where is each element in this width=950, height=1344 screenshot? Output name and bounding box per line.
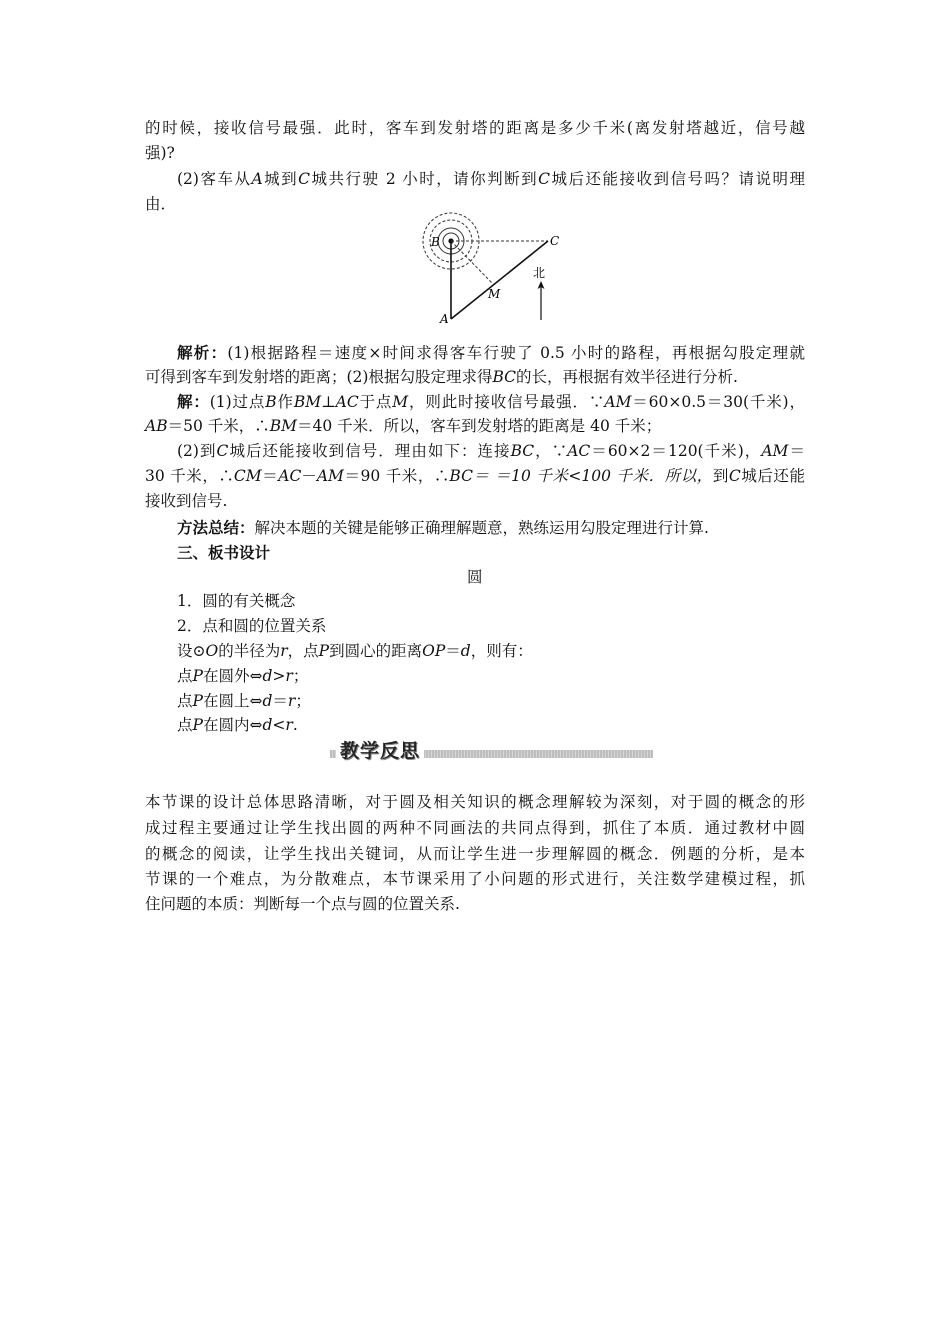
reflection-line-2: 成过程主要通过让学生找出圆的两种不同画法的共同点得到，抓住了本质．通过教材中圆 — [145, 819, 805, 837]
label-A: A — [440, 312, 449, 326]
solution-line-2: AB＝50 千米，∴BM＝40 千米．所以，客车到发射塔的距离是 40 千米； — [145, 417, 662, 435]
board-item-1: 1．圆的有关概念 — [177, 592, 296, 610]
board-outside: 点P在圆外⇔d>r； — [177, 667, 309, 685]
geometry-figure — [420, 205, 580, 330]
solution-line-5: 接收到信号. — [145, 492, 228, 510]
reflection-line-4: 节课的一个难点，为分散难点，本节课采用了小问题的形式进行，关注数学建模过程，抓 — [145, 870, 805, 888]
line-AC — [451, 241, 548, 319]
summary-label: 方法总结： — [177, 518, 255, 537]
reflection-title: 教学反思 — [336, 736, 424, 763]
board-heading: 三、板书设计 — [177, 543, 271, 562]
solution-line-4: 30 千米，∴CM＝AC－AM＝90 千米，∴BC＝ ＝10 千米<100 千米．所以，到C城后还能 — [145, 467, 805, 485]
label-C: C — [550, 234, 560, 248]
board-on: 点P在圆上⇔d＝r； — [177, 692, 311, 710]
problem-q2-line-1: (2)客车从A城到C城共行驶 2 小时，请你判断到C城后还能接收到信号吗？请说明理 — [177, 170, 805, 188]
solution-line-1: 解：(1)过点B作BM⊥AC于点M，则此时接收信号最强．∵AM＝60×0.5＝30(千米)， — [177, 392, 805, 411]
analysis-line-2: 可得到客车到发射塔的距离；(2)根据勾股定理求得BC的长，再根据有效半径进行分析. — [145, 368, 738, 386]
label-north: 北 — [533, 266, 546, 280]
board-definition: 设⊙O的半径为r，点P到圆心的距离OP＝d，则有： — [177, 642, 533, 660]
analysis-label: 解析： — [177, 343, 228, 362]
problem-line-2: 强)? — [145, 144, 175, 162]
label-B: B — [431, 235, 440, 249]
board-title: 圆 — [467, 568, 483, 586]
problem-line-1: 的时候，接收信号最强．此时，客车到发射塔的距离是多少千米(离发射塔越近，信号越 — [145, 119, 805, 137]
reflection-banner — [330, 736, 653, 762]
line-BM-dashed — [451, 241, 493, 284]
summary-line: 方法总结：解决本题的关键是能够正确理解题意，熟练运用勾股定理进行计算. — [177, 518, 709, 537]
reflection-line-3: 的概念的阅读，让学生找出关键词，从而让学生进一步理解圆的概念．例题的分析，是本 — [145, 845, 805, 863]
solution-line-3: (2)到C城后还能接收到信号．理由如下：连接BC，∵AC＝60×2＝120(千米)，AM＝ — [177, 442, 805, 460]
problem-q2-line-2: 由． — [145, 195, 177, 213]
label-M: M — [488, 287, 501, 301]
board-item-2: 2．点和圆的位置关系 — [177, 617, 327, 635]
reflection-line-5: 住问题的本质：判断每一个点与圆的位置关系. — [145, 895, 460, 913]
board-inside: 点P在圆内⇔d<r. — [177, 716, 298, 734]
reflection-line-1: 本节课的设计总体思路清晰，对于圆及相关知识的概念理解较为深刻，对于圆的概念的形 — [145, 793, 805, 811]
analysis-line-1: 解析：(1)根据路程＝速度×时间求得客车行驶了 0.5 小时的路程，再根据勾股定理就 — [177, 343, 805, 362]
solution-label: 解： — [177, 392, 210, 411]
